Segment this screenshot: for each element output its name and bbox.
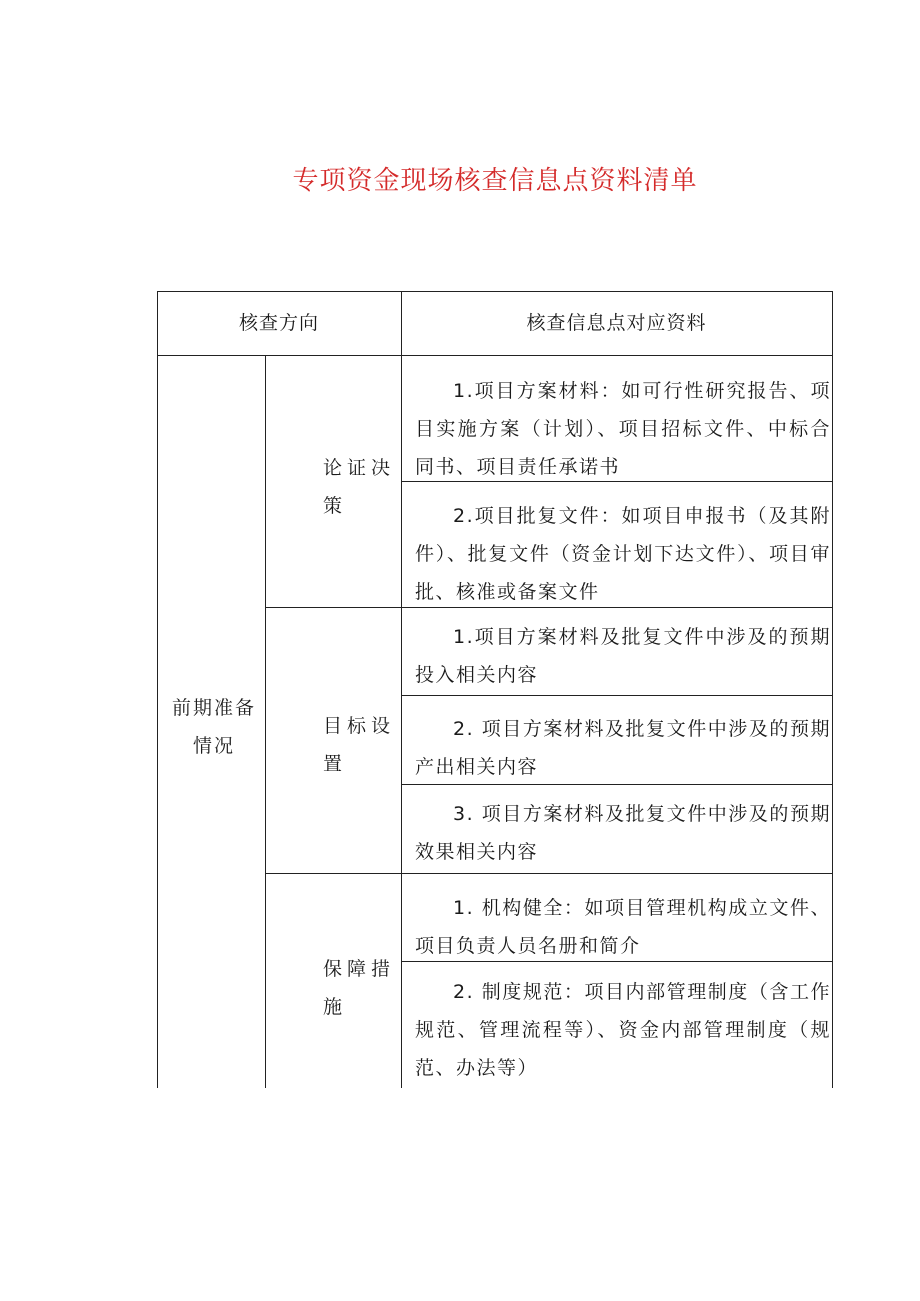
row-divider [401, 695, 833, 696]
group-label-decision: 论证决策 [323, 457, 396, 517]
item-safeguard-2: 2. 制度规范：项目内部管理制度（含工作规范、管理流程等）、资金内部管理制度（规范、办法等） [415, 981, 831, 1079]
table-border-left [157, 291, 158, 1088]
item-decision-1: 1.项目方案材料：如可行性研究报告、项目实施方案（计划）、项目招标文件、中标合同书、项目责任承诺书 [415, 380, 831, 478]
group-label-target: 目标设置 [323, 715, 396, 775]
header-divider [157, 355, 833, 356]
group-divider-2 [265, 873, 833, 874]
col-divider-main [401, 291, 402, 1088]
table-border-top [157, 291, 833, 292]
header-direction: 核查方向 [238, 312, 319, 334]
item-safeguard-1: 1. 机构健全：如项目管理机构成立文件、项目负责人员名册和简介 [415, 897, 831, 957]
item-target-3: 3. 项目方案材料及批复文件中涉及的预期效果相关内容 [415, 803, 831, 863]
item-target-1: 1.项目方案材料及批复文件中涉及的预期投入相关内容 [415, 626, 831, 686]
item-target-2: 2. 项目方案材料及批复文件中涉及的预期产出相关内容 [415, 718, 831, 778]
document-title: 专项资金现场核查信息点资料清单 [292, 166, 698, 196]
header-materials: 核查信息点对应资料 [526, 312, 707, 334]
item-decision-2: 2.项目批复文件：如项目申报书（及其附件）、批复文件（资金计划下达文件）、项目审批、核准或备案文件 [415, 505, 831, 603]
category-label: 前期准备情况 [171, 697, 256, 757]
group-label-safeguard: 保障措施 [323, 958, 396, 1018]
table-border-right [832, 291, 833, 1088]
col-divider-category [265, 355, 266, 1088]
